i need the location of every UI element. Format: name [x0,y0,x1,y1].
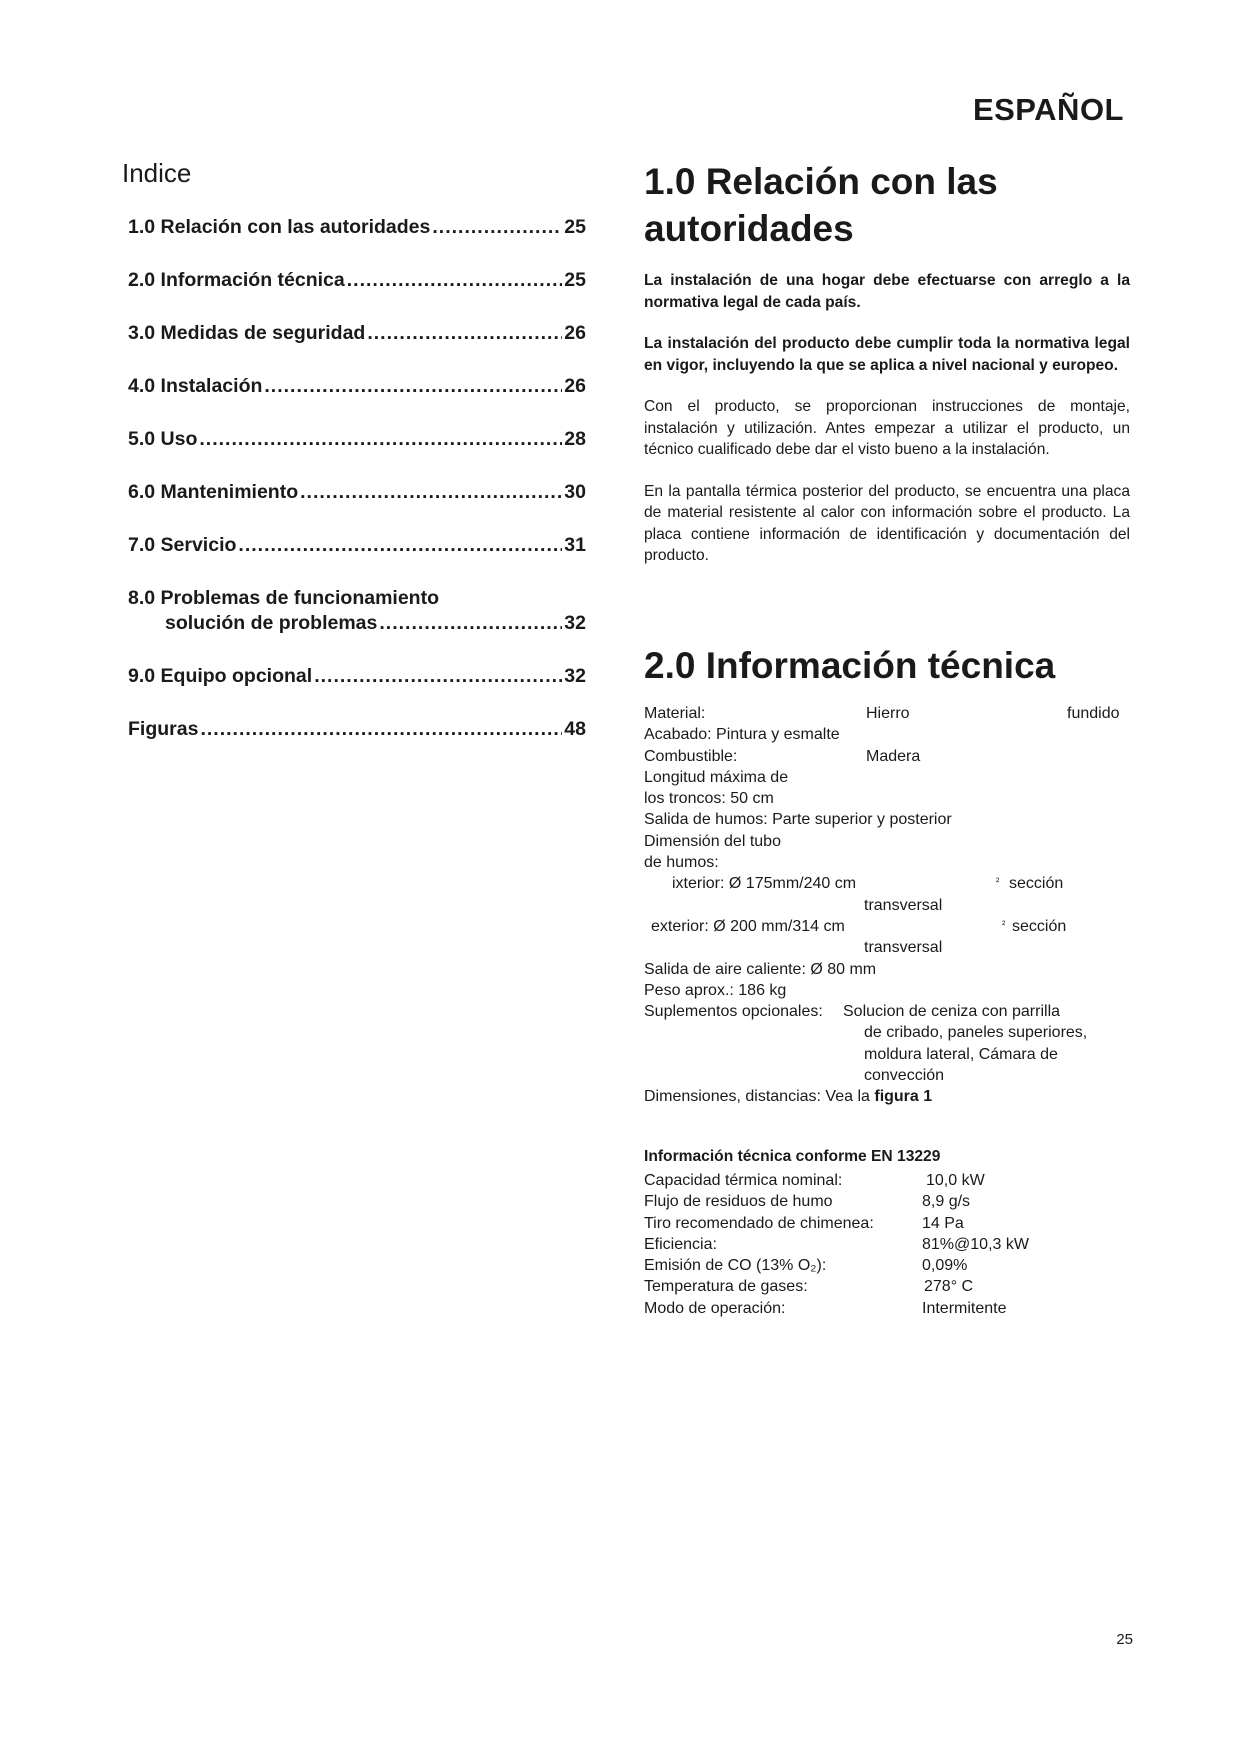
toc-leader [238,533,562,558]
spec-value: Madera [866,747,921,765]
toc-entry-label: Figuras [128,718,199,740]
row-label: Tiro recomendado de chimenea: [644,1214,874,1232]
section-1-paragraph: Con el producto, se proporcionan instrucciones de montaje, instalación y utilización. Antes empezar a utilizar el producto, un técnico cualificado debe dar el visto bueno a la instalación. [644,398,1130,458]
section-1 [644,158,1130,567]
toc-entry-page: 32 [564,665,586,687]
row-value: 278° C [924,1278,974,1296]
spec-row [644,1022,1144,1043]
toc-entry-label: 2.0 Información técnica [128,269,345,291]
spec-row [644,788,1144,809]
toc-leader [367,321,562,346]
spec-label: Material: [644,705,706,722]
toc-entry-page: 28 [564,428,586,450]
spec-text: los troncos: 50 cm [644,790,774,808]
spec-row [644,916,1144,937]
table-row [644,1213,1064,1234]
spec-text: ixterior: Ø 175mm/240 cm [672,875,857,893]
spec-row [644,852,1144,873]
toc-entry-page: 26 [564,322,586,344]
toc-leader [347,268,563,293]
toc-leader [432,215,562,240]
row-label: Emisión de CO (13% O₂): [644,1257,827,1275]
spec-value: convección [864,1067,945,1085]
spec-row [644,980,1144,1001]
spec-text-prefix: Dimensiones, distancias: Vea la [644,1088,870,1106]
section-1-paragraph: La instalación de una hogar debe efectuarse con arreglo a la normativa legal de cada país. [644,272,1130,311]
toc-entry-page: 30 [564,481,586,503]
toc-entry[interactable] [128,215,586,240]
toc-entry[interactable] [128,533,586,558]
spec-text: transversal [864,896,943,914]
row-label: Flujo de residuos de humo [644,1193,833,1211]
table-row [644,1170,1064,1191]
en13229-title: Información técnica conforme EN 13229 [644,1148,941,1165]
section-1-heading [644,158,1130,252]
figure-reference-link[interactable]: figura 1 [874,1088,933,1106]
spec-text: Peso aprox.: 186 kg [644,981,787,999]
section-1-paragraph: La instalación del producto debe cumplir toda la normativa legal en vigor, incluyendo la que se aplica a nivel nacional y europeo. [644,335,1130,374]
spec-value: Hierro [866,705,910,722]
spec-text: Longitud máxima de [644,768,789,786]
spec-row [644,873,1144,894]
spec-row [644,703,1144,724]
toc-entry-label: 5.0 Uso [128,428,198,450]
table-of-contents [128,215,586,742]
spec-superscript: ² [1002,919,1006,931]
spec-text: Dimensión del tubo [644,832,781,850]
spec-row [644,767,1144,788]
table-row [644,1298,1064,1319]
row-value: 0,09% [922,1257,968,1275]
section-1-heading-line1: 1.0 Relación con las [644,161,998,202]
spec-row [644,831,1144,852]
language-label: ESPAÑOL [972,92,1124,127]
spec-row [644,895,1144,916]
spec-row [644,1044,1144,1065]
toc-entry[interactable] [128,664,586,689]
spec-list [644,703,1144,1108]
section-2 [644,642,1130,689]
spec-text: sección [1009,875,1064,893]
toc-leader [200,717,562,742]
spec-value: fundido [1067,705,1120,722]
toc-entry-label: 3.0 Medidas de seguridad [128,322,366,344]
spec-row [644,937,1144,958]
spec-text: exterior: Ø 200 mm/314 cm [651,917,845,935]
toc-entry[interactable] [128,268,586,293]
row-value: 8,9 g/s [922,1193,971,1211]
spec-text: sección [1012,917,1067,935]
table-row [644,1234,1064,1255]
index-title: Indice [122,158,192,188]
toc-entry-label: 4.0 Instalación [128,375,263,397]
toc-entry-page: 25 [564,269,586,291]
toc-entry-label-continued: solución de problemas [165,612,378,634]
spec-text: Acabado: Pintura y esmalte [644,726,840,744]
row-label: Temperatura de gases: [644,1278,808,1296]
spec-row [644,1065,1144,1086]
toc-entry-label: 1.0 Relación con las autoridades [128,216,431,238]
toc-leader [300,480,562,505]
toc-leader [199,427,562,452]
toc-entry-page: 31 [564,534,586,556]
toc-leader [264,374,562,399]
spec-row [644,724,1144,745]
row-label: Capacidad térmica nominal: [644,1172,843,1189]
section-2-heading: 2.0 Información técnica [644,645,1056,686]
row-label: Eficiencia: [644,1235,717,1253]
spec-value: de cribado, paneles superiores, [864,1024,1088,1042]
toc-entry[interactable] [128,717,586,742]
table-row [644,1255,1064,1276]
spec-row [644,1001,1144,1022]
spec-label: Combustible: [644,747,738,765]
toc-entry-page: 32 [564,612,586,634]
row-value: 14 Pa [922,1214,964,1232]
spec-row [644,959,1144,980]
spec-text: transversal [864,939,943,957]
toc-entry-page: 48 [564,718,586,740]
row-value: Intermitente [922,1299,1007,1317]
spec-row [644,1086,1144,1107]
spec-row [644,809,1144,830]
row-label: Modo de operación: [644,1299,786,1317]
section-1-heading-line2: autoridades [644,208,854,249]
toc-entry[interactable] [128,321,586,346]
spec-text: Salida de aire caliente: Ø 80 mm [644,960,877,978]
toc-entry-label: 8.0 Problemas de funcionamiento [128,587,439,609]
en13229-table [644,1170,1064,1319]
toc-entry[interactable] [128,427,586,452]
row-value: 10,0 kW [926,1172,985,1189]
spec-row [644,746,1144,767]
toc-entry-page: 25 [564,216,586,238]
spec-value: Solucion de ceniza con parrilla [843,1003,1061,1021]
toc-entry[interactable] [128,374,586,399]
spec-superscript: ² [996,877,1000,889]
spec-text [644,1086,932,1107]
spec-text: de humos: [644,854,719,872]
row-value: 81%@10,3 kW [922,1235,1029,1253]
spec-label: Suplementos opcionales: [644,1003,823,1021]
toc-entry-label: 9.0 Equipo opcional [128,665,313,687]
toc-leader [314,664,562,689]
table-row [644,1191,1064,1212]
toc-entry[interactable] [128,586,586,636]
toc-entry-page: 26 [564,375,586,397]
spec-value: moldura lateral, Cámara de [864,1045,1058,1063]
spec-text: Salida de humos: Parte superior y posterior [644,811,952,829]
toc-entry-label: 6.0 Mantenimiento [128,481,299,503]
toc-leader [379,611,562,636]
toc-entry[interactable] [128,480,586,505]
section-1-paragraph: En la pantalla térmica posterior del producto, se encuentra una placa de material resistente al calor con información sobre el producto. La placa contiene información de identificación y documentación del producto. [644,482,1130,564]
table-row [644,1276,1064,1297]
toc-entry-label: 7.0 Servicio [128,534,237,556]
page-number: 25 [1116,1631,1133,1648]
